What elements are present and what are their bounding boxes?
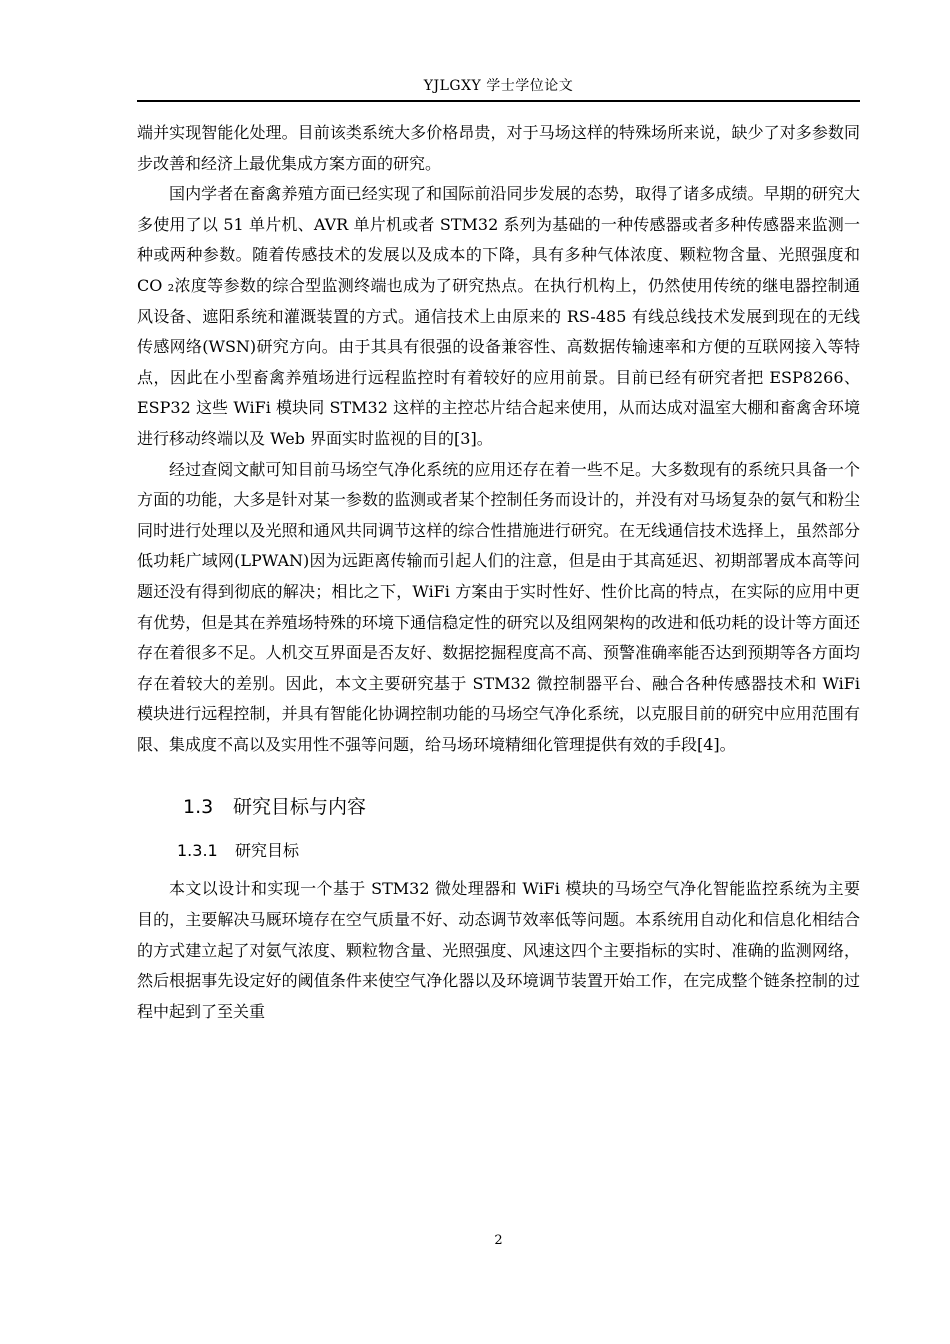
paragraph-research-objective: 本文以设计和实现一个基于 STM32 微处理器和 WiFi 模块的马场空气净化智能监控系统为主要目的，主要解决马厩环境存在空气质量不好、动态调节效率低等问题。本系统用自动化和信息化相结合的方式建立起了对氨气浓度、颗粒物含量、光照强度、风速这四个主要指标的实时、准确的监测网络，然后根据事先设定好的阈值条件来使空气净化器以及环境调节装置开始工作，在完成整个链条控制的过程中起到了至关重 xyxy=(137,879,860,1021)
page-number: 2 xyxy=(494,1233,503,1248)
paragraph-domestic-research: 国内学者在畜禽养殖方面已经实现了和国际前沿同步发展的态势，取得了诸多成绩。早期的研究大多使用了以 51 单片机、AVR 单片机或者 STM32 系列为基础的一种传感器或者多种传感器来监测一种或两种参数。随着传感技术的发展以及成本的下降，具有多种气体浓度、颗粒物含量、光照强度和 CO ₂浓度等参数的综合型监测终端也成为了研究热点。在执行机构上，仍然使用传统的继电器控制通风设备、遮阳系统和灌溉装置的方式。通信技术上由原来的 RS-485 有线总线技术发展到现在的无线传感网络(WSN)研究方向。由于其具有很强的设备兼容性、高数据传输速率和方便的互联网接入等特点，因此在小型畜禽养殖场进行远程监控时有着较好的应用前景。目前已经有研究者把 ESP8266、ESP32 这些 WiFi 模块同 STM32 这样的主控芯片结合起来使用，从而达成对温室大棚和畜禽舍环境进行移动终端以及 Web 界面实时监视的目的[3]。 xyxy=(137,184,860,448)
paragraph-continued: 端并实现智能化处理。目前该类系统大多价格昂贵，对于马场这样的特殊场所来说，缺少了对多参数同步改善和经济上最优集成方案方面的研究。 xyxy=(137,123,860,173)
header-rule xyxy=(137,100,860,102)
section-number: 1.3 xyxy=(183,796,214,819)
subsection-number: 1.3.1 xyxy=(177,841,218,861)
page-body xyxy=(137,118,860,1027)
section-title: 研究目标与内容 xyxy=(233,796,367,819)
section-heading xyxy=(137,792,860,822)
paragraph-research-gaps: 经过查阅文献可知目前马场空气净化系统的应用还存在着一些不足。大多数现有的系统只具备一个方面的功能，大多是针对某一参数的监测或者某个控制任务而设计的，并没有对马场复杂的氨气和粉尘同时进行处理以及光照和通风共同调节这样的综合性措施进行研究。在无线通信技术选择上，虽然部分低功耗广域网(LPWAN)因为远距离传输而引起人们的注意，但是由于其高延迟、初期部署成本高等问题还没有得到彻底的解决；相比之下，WiFi 方案由于实时性好、性价比高的特点，在实际的应用中更有优势，但是其在养殖场特殊的环境下通信稳定性的研究以及组网架构的改进和低功耗的设计等方面还存在着很多不足。人机交互界面是否友好、数据挖掘程度高不高、预警准确率能否达到预期等各方面均存在着较大的差别。因此，本文主要研究基于 STM32 微控制器平台、融合各种传感器技术和 WiFi 模块进行远程控制，并具有智能化协调控制功能的马场空气净化系统，以克服目前的研究中应用范围有限、集成度不高以及实用性不强等问题，给马场环境精细化管理提供有效的手段[4]。 xyxy=(137,459,860,754)
subsection-title: 研究目标 xyxy=(235,841,300,861)
subsection-heading xyxy=(137,836,860,866)
running-header: YJLGXY 学士学位论文 xyxy=(423,78,574,94)
